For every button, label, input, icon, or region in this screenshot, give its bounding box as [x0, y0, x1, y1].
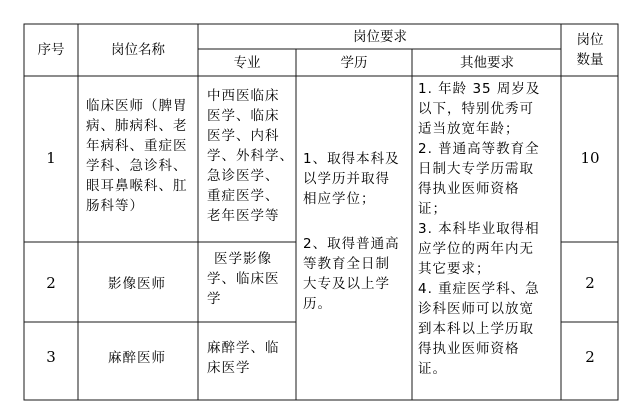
- other-requirements-merged-cell: [418, 80, 540, 377]
- header-major: 专业: [233, 55, 261, 71]
- other-requirement-line: 得执业医师资格: [418, 181, 520, 197]
- header-education: 学历: [340, 55, 368, 71]
- header-quota-line-1: 岗位: [576, 32, 604, 48]
- header-quota-line-2: 数量: [576, 52, 604, 68]
- education-merged-cell: [303, 150, 400, 312]
- major-line: 学: [207, 291, 222, 307]
- major-line: 学、临床医: [207, 271, 280, 287]
- major-line: 学、外科学、: [207, 148, 294, 164]
- other-requirement-line: 2. 普通高等教育全: [418, 141, 540, 157]
- other-requirement-line: 诊科医师可以放宽: [418, 301, 534, 317]
- major-line: 医学影像: [214, 251, 272, 267]
- header-position-name: 岗位名称: [111, 42, 165, 58]
- education-line: 大专及以上学: [303, 276, 390, 292]
- education-line: 2、取得普通高: [303, 236, 400, 252]
- row-index: 2: [46, 274, 56, 292]
- row-index: 3: [46, 348, 56, 366]
- major-line: 急诊医学、: [207, 168, 280, 184]
- education-line: 历。: [303, 296, 332, 312]
- row-index: 1: [46, 149, 56, 167]
- other-requirement-line: 应学位的两年内无: [418, 241, 534, 257]
- position-name-line: 眼耳鼻喉科、肛: [86, 178, 188, 194]
- quota-value: 10: [580, 149, 600, 167]
- education-line: 相应学位；: [303, 191, 376, 207]
- header-index: 序号: [37, 42, 65, 58]
- position-name-line: 肠科等）: [86, 198, 144, 214]
- other-requirement-line: 证。: [418, 361, 447, 377]
- other-requirement-line: 到本科以上学历取: [418, 321, 534, 337]
- position-name-line: 影像医师: [108, 276, 166, 292]
- other-requirement-line: 3. 本科毕业取得相: [418, 221, 540, 237]
- other-requirement-line: 证；: [418, 201, 447, 217]
- education-line: 1、取得本科及: [303, 151, 400, 167]
- position-name-line: 年病科、重症医: [86, 138, 188, 154]
- education-line: 等教育全日制: [303, 256, 390, 272]
- major-line: 老年医学等: [207, 208, 280, 224]
- major-line: 麻醉学、临: [207, 340, 280, 356]
- other-requirement-line: 得执业医师资格: [418, 341, 520, 357]
- header-requirements-group: 岗位要求: [353, 29, 407, 45]
- other-requirement-line: 其它要求；: [418, 261, 491, 277]
- other-requirement-line: 日制大专学历需取: [418, 161, 534, 177]
- other-requirement-line: 1. 年龄 35 周岁及: [418, 81, 541, 97]
- other-requirement-line: 4. 重症医学科、急: [418, 281, 540, 297]
- position-name-line: 病、肺病科、老: [86, 118, 188, 134]
- position-name-line: 临床医师（脾胃: [86, 98, 188, 114]
- position-name-line: 麻醉医师: [108, 350, 166, 366]
- other-requirement-line: 适当放宽年龄；: [418, 121, 520, 137]
- position-name-line: 学科、急诊科、: [86, 158, 188, 174]
- major-line: 医学、临床: [207, 108, 280, 124]
- major-line: 中西医临床: [207, 88, 280, 104]
- quota-value: 2: [585, 274, 595, 292]
- major-line: 床医学: [207, 360, 251, 376]
- major-line: 医学、内科: [207, 128, 280, 144]
- other-requirement-line: 以下，特别优秀可: [418, 101, 534, 117]
- header-other: 其他要求: [460, 55, 514, 71]
- quota-value: 2: [585, 348, 595, 366]
- major-line: 重症医学、: [207, 188, 280, 204]
- education-line: 以学历并取得: [303, 171, 390, 187]
